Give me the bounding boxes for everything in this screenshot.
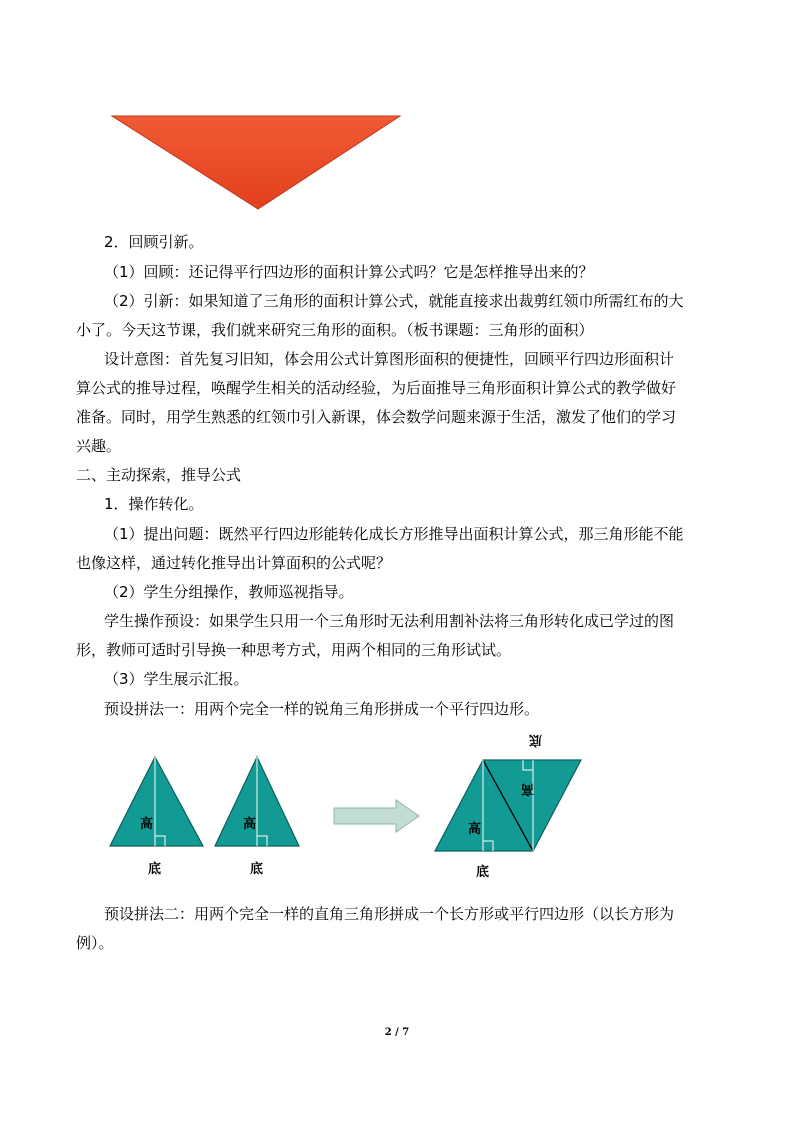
paragraph-design-line1: 设计意图：首先复习旧知，体会用公式计算图形面积的便捷性，回顾平行四边形面积计 xyxy=(104,350,675,368)
triangle-left-base-label: 底 xyxy=(148,862,162,877)
paragraph-question-line1: （1）提出问题：既然平行四边形能转化成长方形推导出面积计算公式，那三角形能不能 xyxy=(104,525,684,543)
paragraph-method-two-line2: 例）。 xyxy=(76,934,114,952)
paragraph-intro-line2: 小了。今天这节课，我们就来研究三角形的面积。（板书课题：三角形的面积） xyxy=(76,321,594,339)
triangle-middle-base-label: 底 xyxy=(250,862,264,877)
paragraph-question-line2: 也像这样，通过转化推导出计算面积的公式呢？ xyxy=(76,554,392,572)
paragraph-operation-heading: 1．操作转化。 xyxy=(104,495,204,513)
paragraph-preset-line1: 学生操作预设：如果学生只用一个三角形时无法利用割补法将三角形转化成已学过的图 xyxy=(104,612,675,630)
paragraph-intro-line1: （2）引新：如果知道了三角形的面积计算公式，就能直接求出裁剪红领巾所需红布的大 xyxy=(104,292,684,310)
triangle-left xyxy=(110,757,203,846)
paragraph-review-heading: 2．回顾引新。 xyxy=(104,233,204,251)
section-heading: 二、主动探索，推导公式 xyxy=(76,466,242,484)
parallelogram-base-label-rotated: 底 xyxy=(528,732,542,747)
red-scarf-image xyxy=(108,112,404,212)
triangle-parallelogram-figure xyxy=(100,730,600,880)
paragraph-report: （3）学生展示汇报。 xyxy=(104,670,249,688)
paragraph-review-question: （1）回顾：还记得平行四边形的面积计算公式吗？它是怎样推导出来的？ xyxy=(104,263,594,281)
parallelogram-base-label: 底 xyxy=(476,865,490,880)
paragraph-group-work: （2）学生分组操作，教师巡视指导。 xyxy=(104,583,354,601)
paragraph-design-line4: 兴趣。 xyxy=(76,437,122,455)
paragraph-preset-line2: 形，教师可适时引导换一种思考方式，用两个相同的三角形试试。 xyxy=(76,641,512,659)
triangle-left-height-label: 高 xyxy=(140,817,154,832)
paragraph-design-line2: 算公式的推导过程，唤醒学生相关的活动经验，为后面推导三角形面积计算公式的教学做好 xyxy=(76,379,677,397)
paragraph-design-line3: 准备。同时，用学生熟悉的红领巾引入新课，体会数学问题来源于生活，激发了他们的学习 xyxy=(76,408,677,426)
page-number: 2 / 7 xyxy=(384,1027,410,1038)
transform-arrow xyxy=(334,800,419,832)
parallelogram-height-label: 高 xyxy=(468,822,482,837)
parallelogram-height-label-rotated: 高 xyxy=(520,781,534,796)
paragraph-method-one: 预设拼法一：用两个完全一样的锐角三角形拼成一个平行四边形。 xyxy=(104,700,540,718)
paragraph-method-two-line1: 预设拼法二：用两个完全一样的直角三角形拼成一个长方形或平行四边形（以长方形为 xyxy=(104,905,675,923)
triangle-middle-height-label: 高 xyxy=(243,817,257,832)
